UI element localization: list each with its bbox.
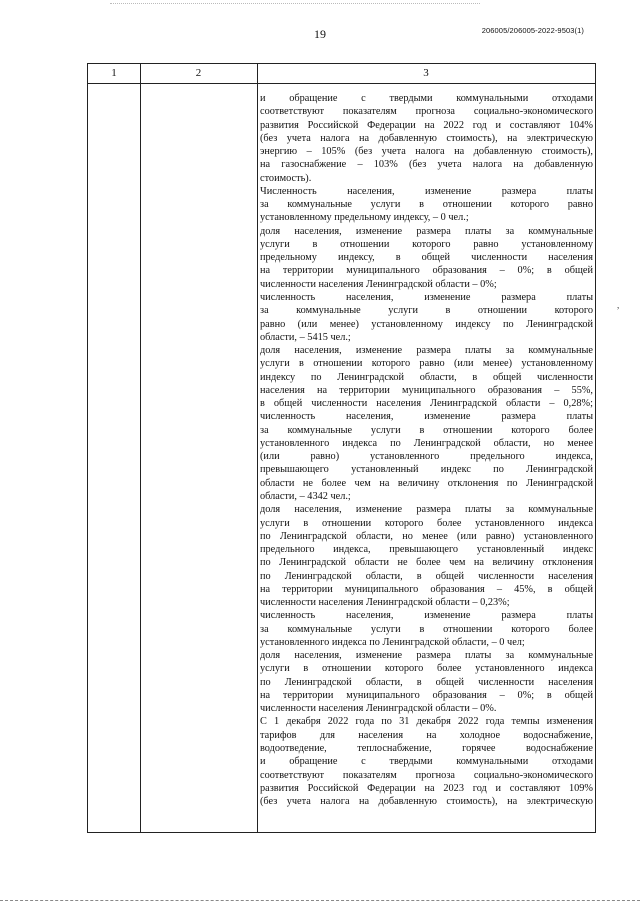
text-line: соответствуют показателям прогноза социально-экономического — [260, 769, 593, 781]
text-line: предельного индекса, превышающего установленный индекс — [260, 544, 593, 556]
text-line: услуги в отношении которого равно (или менее) установленному — [260, 358, 593, 370]
text-line: и обращение с твердыми коммунальными отходами — [260, 756, 593, 768]
scan-bottom-edge — [0, 900, 640, 902]
text-line: за коммунальные услуги в отношении которого равно — [260, 199, 593, 211]
text-line: за коммунальные услуги в отношении которого более — [260, 424, 593, 436]
scan-top-edge — [110, 3, 480, 5]
text-line: по Ленинградской области, в общей численности населения — [260, 676, 593, 688]
text-line: тарифов для населения на холодное водоснабжение, — [260, 729, 593, 741]
text-line: на газоснабжение – 103% (без учета налога на добавленную — [260, 159, 593, 171]
text-line: населения на территории муниципального образования – 55%, — [260, 384, 593, 396]
text-line: соответствуют показателям прогноза социально-экономического — [260, 106, 593, 118]
text-line: численность населения, изменение размера платы — [260, 291, 593, 303]
column-header-1: 1 — [111, 67, 117, 79]
text-line: и обращение с твердыми коммунальными отходами — [260, 93, 593, 104]
table-cell-text — [260, 92, 593, 808]
text-line: области не более чем на величину отклонения по Ленинградской — [260, 477, 593, 489]
document-code: 206005/206005-2022-9503(1) — [481, 26, 584, 35]
page-number: 19 — [314, 27, 326, 41]
text-line: энергию – 105% (без учета налога на добавленную стоимость), — [260, 146, 593, 158]
text-line: развития Российской Федерации на 2023 год и составляют 109% — [260, 782, 593, 794]
text-line: стоимость). — [260, 172, 312, 184]
column-divider-1 — [140, 64, 141, 832]
text-line: услуги в отношении которого равно установленному — [260, 238, 593, 250]
text-line: за коммунальные услуги в отношении которого — [260, 305, 593, 317]
text-line: доля населения, изменение размера платы за коммунальные — [260, 504, 593, 516]
text-line: индексу по Ленинградской области, в общей численности — [260, 371, 593, 383]
text-line: на территории муниципального образования – 0%; в общей — [260, 689, 593, 701]
text-line: услуги в отношении которого более установленного индекса — [260, 517, 593, 529]
text-line: (без учета налога на добавленную стоимость), на электрическую — [260, 796, 593, 808]
text-line: развития Российской Федерации на 2022 год и составляют 104% — [260, 119, 593, 131]
text-line: предельному индексу, в общей численности населения — [260, 252, 593, 264]
text-line: численность населения, изменение размера платы — [260, 610, 593, 622]
text-line: установленного индекса по Ленинградской области, но менее — [260, 437, 593, 449]
text-line: доля населения, изменение размера платы за коммунальные — [260, 225, 593, 237]
text-line: на территории муниципального образования – 45%, в общей — [260, 583, 593, 595]
text-line: услуги в отношении которого более установленного индекса — [260, 663, 593, 675]
text-line: установленному предельному индексу, – 0 чел.; — [260, 212, 469, 224]
text-line: водоотведение, теплоснабжение, горячее водоснабжение — [260, 743, 593, 755]
table-header-row — [88, 64, 595, 84]
text-line: равно (или менее) установленному индексу по Ленинградской — [260, 318, 593, 330]
text-line: С 1 декабря 2022 года по 31 декабря 2022 года темпы изменения — [260, 716, 593, 728]
text-line: численность населения, изменение размера платы — [260, 411, 593, 423]
document-table — [87, 63, 596, 833]
text-line: превышающего установленный индекс по Ленинградской — [260, 464, 593, 476]
margin-mark: , — [617, 300, 620, 310]
text-line: по Ленинградской области не более чем на величину отклонения — [260, 557, 593, 569]
text-line: численности населения Ленинградской области – 0%; — [260, 278, 497, 290]
text-line: за коммунальные услуги в отношении которого более — [260, 623, 593, 635]
text-line: (без учета налога на добавленную стоимость), на электрическую — [260, 132, 593, 144]
text-line: по Ленинградской области, в общей численности населения — [260, 570, 593, 582]
text-line: доля населения, изменение размера платы за коммунальные — [260, 345, 593, 357]
text-line: (или равно) установленного предельного индекса, — [260, 451, 593, 463]
text-line: Численность населения, изменение размера платы — [260, 185, 593, 197]
column-header-2: 2 — [195, 67, 202, 79]
text-line: области, – 4342 чел.; — [260, 490, 351, 502]
column-divider-2 — [257, 64, 258, 832]
text-line: установленного индекса по Ленинградской области, – 0 чел; — [260, 636, 525, 648]
column-header-3: 3 — [423, 67, 429, 79]
text-line: численности населения Ленинградской области – 0,23%; — [260, 597, 510, 609]
text-line: в общей численности населения Ленинградской области – 0,28%; — [260, 398, 593, 410]
text-line: доля населения, изменение размера платы за коммунальные — [260, 650, 593, 662]
text-line: на территории муниципального образования – 0%; в общей — [260, 265, 593, 277]
text-line: численности населения Ленинградской области – 0%. — [260, 703, 497, 715]
text-line: по Ленинградской области, но менее (или равно) установленного — [260, 530, 593, 542]
text-line: области, – 5415 чел.; — [260, 331, 351, 343]
